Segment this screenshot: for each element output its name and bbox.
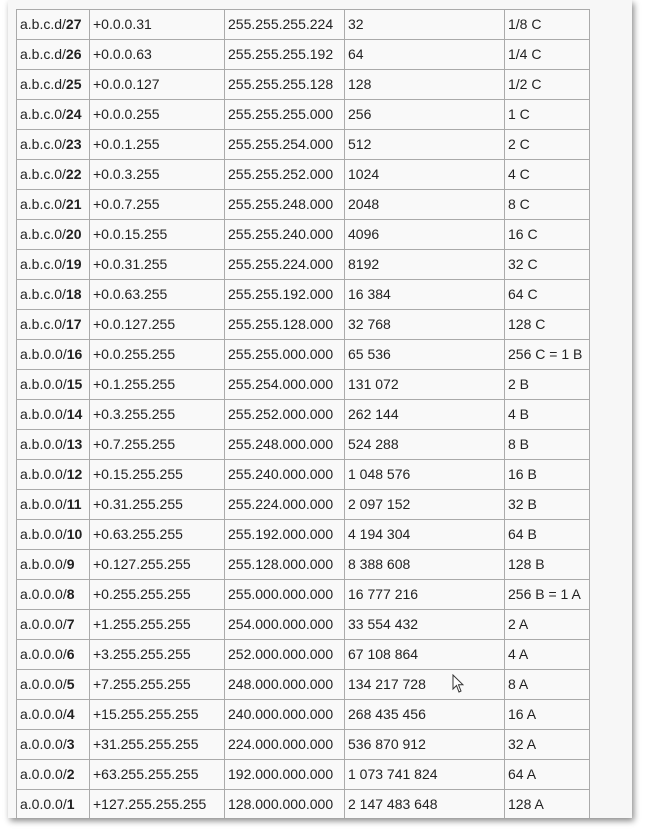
cidr-table (16, 9, 590, 818)
network-cell (17, 100, 90, 130)
prefix-length: 11 (66, 496, 82, 512)
address-range-cell: +7.255.255.255 (90, 670, 225, 700)
network-cell (17, 310, 90, 340)
network-cell (17, 640, 90, 670)
network-base: a.b.c.0/ (20, 136, 66, 152)
address-range-cell: +0.0.127.255 (90, 310, 225, 340)
class-size-cell: 128 C (505, 310, 590, 340)
subnet-mask-cell: 254.000.000.000 (225, 610, 345, 640)
network-base: a.b.c.d/ (20, 46, 66, 62)
address-count-cell: 65 536 (345, 340, 505, 370)
table-row (17, 550, 590, 580)
address-count-cell: 256 (345, 100, 505, 130)
prefix-length: 25 (65, 76, 82, 92)
address-range-cell: +0.0.0.31 (90, 10, 225, 40)
network-base: a.b.0.0/ (20, 526, 67, 542)
prefix-length: 17 (65, 316, 82, 332)
prefix-length: 8 (66, 586, 75, 602)
network-cell (17, 130, 90, 160)
prefix-length: 9 (66, 556, 75, 572)
network-base: a.0.0.0/ (20, 646, 67, 662)
address-count-cell: 128 (345, 70, 505, 100)
prefix-length: 14 (66, 406, 83, 422)
address-count-cell: 2048 (345, 190, 505, 220)
network-base: a.b.c.0/ (20, 166, 66, 182)
address-count-cell: 64 (345, 40, 505, 70)
subnet-mask-cell: 248.000.000.000 (225, 670, 345, 700)
address-count-cell: 8192 (345, 250, 505, 280)
subnet-mask-cell: 255.254.000.000 (225, 370, 345, 400)
network-base: a.0.0.0/ (20, 676, 67, 692)
prefix-length: 15 (66, 376, 83, 392)
network-base: a.b.c.0/ (20, 316, 66, 332)
class-size-cell: 1/4 C (505, 40, 590, 70)
address-range-cell: +0.0.255.255 (90, 340, 225, 370)
table-row (17, 220, 590, 250)
mouse-pointer-icon (452, 674, 464, 694)
prefix-length: 7 (66, 616, 75, 632)
table-row (17, 490, 590, 520)
subnet-mask-cell: 255.255.255.128 (225, 70, 345, 100)
class-size-cell: 32 A (505, 730, 590, 760)
address-range-cell: +0.15.255.255 (90, 460, 225, 490)
subnet-mask-cell: 252.000.000.000 (225, 640, 345, 670)
address-count-cell: 131 072 (345, 370, 505, 400)
network-cell (17, 70, 90, 100)
network-cell (17, 580, 90, 610)
class-size-cell: 64 B (505, 520, 590, 550)
table-row (17, 610, 590, 640)
address-range-cell: +0.0.1.255 (90, 130, 225, 160)
address-range-cell: +31.255.255.255 (90, 730, 225, 760)
address-count-cell: 134 217 728 (345, 670, 505, 700)
subnet-mask-cell: 255.224.000.000 (225, 490, 345, 520)
address-count-cell: 2 147 483 648 (345, 790, 505, 819)
network-base: a.0.0.0/ (20, 706, 67, 722)
address-range-cell: +0.0.0.127 (90, 70, 225, 100)
network-cell (17, 400, 90, 430)
table-row (17, 130, 590, 160)
class-size-cell: 8 A (505, 670, 590, 700)
address-count-cell: 32 768 (345, 310, 505, 340)
address-count-cell: 16 777 216 (345, 580, 505, 610)
table-row (17, 670, 590, 700)
subnet-mask-cell: 255.192.000.000 (225, 520, 345, 550)
network-base: a.b.0.0/ (20, 466, 67, 482)
network-base: a.b.c.0/ (20, 196, 66, 212)
network-base: a.b.c.0/ (20, 256, 66, 272)
subnet-mask-cell: 255.240.000.000 (225, 460, 345, 490)
address-count-cell: 67 108 864 (345, 640, 505, 670)
class-size-cell: 1 C (505, 100, 590, 130)
class-size-cell: 16 B (505, 460, 590, 490)
table-row (17, 70, 590, 100)
prefix-length: 26 (65, 46, 82, 62)
network-base: a.0.0.0/ (20, 586, 67, 602)
network-base: a.b.c.0/ (20, 286, 66, 302)
address-range-cell: +0.1.255.255 (90, 370, 225, 400)
subnet-mask-cell: 255.255.255.192 (225, 40, 345, 70)
subnet-mask-cell: 255.255.000.000 (225, 340, 345, 370)
address-range-cell: +0.0.15.255 (90, 220, 225, 250)
address-range-cell: +0.0.63.255 (90, 280, 225, 310)
table-row (17, 760, 590, 790)
table-row (17, 640, 590, 670)
network-cell (17, 670, 90, 700)
network-cell (17, 790, 90, 819)
table-row (17, 520, 590, 550)
network-base: a.b.c.d/ (20, 16, 66, 32)
prefix-length: 27 (65, 16, 82, 32)
network-base: a.b.0.0/ (20, 346, 67, 362)
table-row (17, 190, 590, 220)
network-cell (17, 40, 90, 70)
address-count-cell: 536 870 912 (345, 730, 505, 760)
network-cell (17, 160, 90, 190)
network-base: a.0.0.0/ (20, 616, 67, 632)
cidr-table-body (17, 10, 590, 819)
prefix-length: 24 (65, 106, 82, 122)
prefix-length: 2 (66, 766, 75, 782)
subnet-mask-cell: 255.255.224.000 (225, 250, 345, 280)
subnet-mask-cell: 255.000.000.000 (225, 580, 345, 610)
network-cell (17, 220, 90, 250)
network-cell (17, 520, 90, 550)
table-row (17, 730, 590, 760)
subnet-mask-cell: 255.255.248.000 (225, 190, 345, 220)
prefix-length: 3 (66, 736, 75, 752)
address-range-cell: +0.255.255.255 (90, 580, 225, 610)
class-size-cell: 2 C (505, 130, 590, 160)
table-row (17, 280, 590, 310)
address-range-cell: +0.0.0.255 (90, 100, 225, 130)
address-count-cell: 1024 (345, 160, 505, 190)
network-cell (17, 730, 90, 760)
class-size-cell: 64 C (505, 280, 590, 310)
prefix-length: 5 (66, 676, 75, 692)
subnet-mask-cell: 255.255.255.224 (225, 10, 345, 40)
class-size-cell: 64 A (505, 760, 590, 790)
class-size-cell: 128 A (505, 790, 590, 819)
address-range-cell: +1.255.255.255 (90, 610, 225, 640)
table-row (17, 250, 590, 280)
class-size-cell: 4 C (505, 160, 590, 190)
network-cell (17, 610, 90, 640)
network-cell (17, 280, 90, 310)
address-count-cell: 262 144 (345, 400, 505, 430)
class-size-cell: 128 B (505, 550, 590, 580)
table-row (17, 790, 590, 819)
prefix-length: 18 (65, 286, 82, 302)
table-row (17, 160, 590, 190)
network-base: a.b.0.0/ (20, 406, 67, 422)
subnet-mask-cell: 192.000.000.000 (225, 760, 345, 790)
prefix-length: 12 (66, 466, 83, 482)
network-cell (17, 760, 90, 790)
address-count-cell: 512 (345, 130, 505, 160)
prefix-length: 21 (65, 196, 82, 212)
prefix-length: 22 (65, 166, 82, 182)
class-size-cell: 2 B (505, 370, 590, 400)
network-base: a.b.0.0/ (20, 436, 67, 452)
prefix-length: 20 (65, 226, 82, 242)
table-row (17, 580, 590, 610)
network-base: a.b.c.0/ (20, 226, 66, 242)
table-row (17, 430, 590, 460)
network-cell (17, 250, 90, 280)
address-range-cell: +63.255.255.255 (90, 760, 225, 790)
address-range-cell: +0.127.255.255 (90, 550, 225, 580)
prefix-length: 13 (66, 436, 83, 452)
screenshot-frame (8, 0, 632, 818)
network-cell (17, 370, 90, 400)
network-cell (17, 490, 90, 520)
subnet-mask-cell: 255.255.192.000 (225, 280, 345, 310)
address-range-cell: +0.0.0.63 (90, 40, 225, 70)
address-range-cell: +3.255.255.255 (90, 640, 225, 670)
address-count-cell: 4096 (345, 220, 505, 250)
network-base: a.b.c.0/ (20, 106, 66, 122)
address-range-cell: +0.0.3.255 (90, 160, 225, 190)
class-size-cell: 256 C = 1 B (505, 340, 590, 370)
address-range-cell: +0.0.31.255 (90, 250, 225, 280)
table-row (17, 400, 590, 430)
network-cell (17, 550, 90, 580)
subnet-mask-cell: 255.255.254.000 (225, 130, 345, 160)
network-cell (17, 460, 90, 490)
class-size-cell: 32 C (505, 250, 590, 280)
class-size-cell: 32 B (505, 490, 590, 520)
subnet-mask-cell: 255.255.252.000 (225, 160, 345, 190)
table-row (17, 10, 590, 40)
network-base: a.0.0.0/ (20, 796, 67, 812)
class-size-cell: 16 A (505, 700, 590, 730)
subnet-mask-cell: 255.255.255.000 (225, 100, 345, 130)
table-row (17, 340, 590, 370)
prefix-length: 1 (66, 796, 75, 812)
address-range-cell: +0.3.255.255 (90, 400, 225, 430)
class-size-cell: 2 A (505, 610, 590, 640)
address-count-cell: 33 554 432 (345, 610, 505, 640)
subnet-mask-cell: 255.252.000.000 (225, 400, 345, 430)
subnet-mask-cell: 224.000.000.000 (225, 730, 345, 760)
class-size-cell: 8 B (505, 430, 590, 460)
network-cell (17, 190, 90, 220)
address-count-cell: 268 435 456 (345, 700, 505, 730)
class-size-cell: 1/8 C (505, 10, 590, 40)
network-base: a.0.0.0/ (20, 736, 67, 752)
class-size-cell: 1/2 C (505, 70, 590, 100)
network-base: a.0.0.0/ (20, 766, 67, 782)
network-cell (17, 10, 90, 40)
table-row (17, 40, 590, 70)
table-row (17, 310, 590, 340)
address-count-cell: 8 388 608 (345, 550, 505, 580)
table-row (17, 460, 590, 490)
subnet-mask-cell: 240.000.000.000 (225, 700, 345, 730)
address-range-cell: +0.7.255.255 (90, 430, 225, 460)
address-range-cell: +0.0.7.255 (90, 190, 225, 220)
network-cell (17, 340, 90, 370)
address-count-cell: 2 097 152 (345, 490, 505, 520)
subnet-mask-cell: 128.000.000.000 (225, 790, 345, 819)
network-cell (17, 700, 90, 730)
prefix-length: 16 (66, 346, 83, 362)
prefix-length: 6 (66, 646, 75, 662)
class-size-cell: 256 B = 1 A (505, 580, 590, 610)
network-base: a.b.0.0/ (20, 376, 67, 392)
prefix-length: 23 (65, 136, 82, 152)
subnet-mask-cell: 255.248.000.000 (225, 430, 345, 460)
address-range-cell: +15.255.255.255 (90, 700, 225, 730)
address-count-cell: 1 073 741 824 (345, 760, 505, 790)
class-size-cell: 16 C (505, 220, 590, 250)
network-base: a.b.c.d/ (20, 76, 66, 92)
class-size-cell: 4 B (505, 400, 590, 430)
subnet-mask-cell: 255.128.000.000 (225, 550, 345, 580)
address-count-cell: 4 194 304 (345, 520, 505, 550)
prefix-length: 4 (66, 706, 75, 722)
table-row (17, 700, 590, 730)
network-cell (17, 430, 90, 460)
address-count-cell: 32 (345, 10, 505, 40)
table-row (17, 370, 590, 400)
prefix-length: 10 (66, 526, 83, 542)
subnet-mask-cell: 255.255.128.000 (225, 310, 345, 340)
address-count-cell: 1 048 576 (345, 460, 505, 490)
network-base: a.b.0.0/ (20, 556, 67, 572)
address-range-cell: +127.255.255.255 (90, 790, 225, 819)
network-base: a.b.0.0/ (20, 496, 67, 512)
address-range-cell: +0.63.255.255 (90, 520, 225, 550)
address-count-cell: 16 384 (345, 280, 505, 310)
subnet-mask-cell: 255.255.240.000 (225, 220, 345, 250)
class-size-cell: 8 C (505, 190, 590, 220)
table-row (17, 100, 590, 130)
prefix-length: 19 (65, 256, 82, 272)
address-count-cell: 524 288 (345, 430, 505, 460)
class-size-cell: 4 A (505, 640, 590, 670)
address-range-cell: +0.31.255.255 (90, 490, 225, 520)
